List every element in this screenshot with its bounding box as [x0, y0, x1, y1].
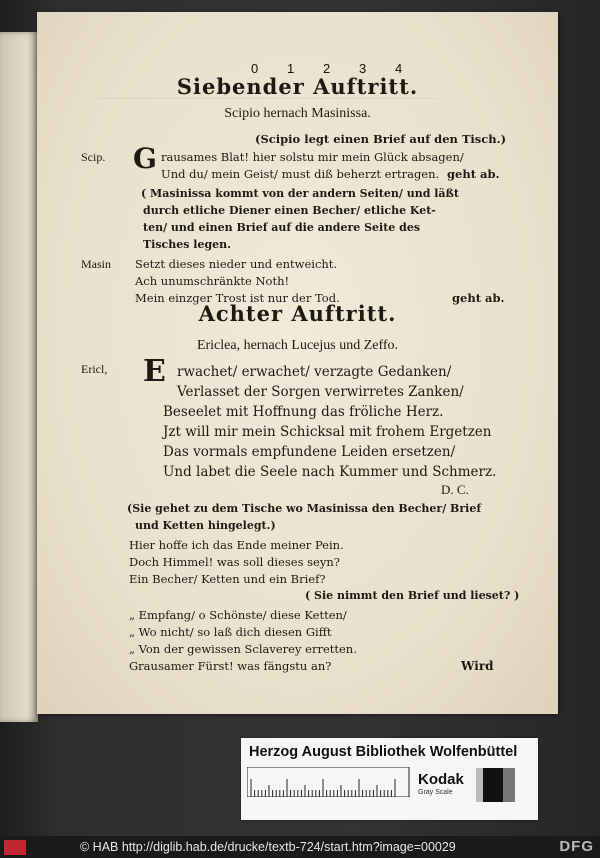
- ericlea-line-1: rwachet/ erwachet/ verzagte Gedanken/: [177, 364, 452, 380]
- dropcap-g: G: [133, 142, 157, 175]
- dropcap-e: E: [143, 354, 166, 389]
- stage-direction-2-line-3: ten/ und einen Brief auf die andere Seite des: [143, 221, 421, 234]
- stage-direction-3-line-1: (Sie gehet zu dem Tische wo Masinissa den Becher/ Brief: [127, 502, 482, 515]
- scene-title-8: Achter Auftritt.: [198, 301, 397, 326]
- ruler-number-4: 4: [395, 61, 403, 76]
- letter-quote-2: „ Wo nicht/ so laß dich diesen Gifft: [129, 625, 332, 639]
- masinissa-line-3: Mein einzger Trost ist nur der Tod.: [135, 291, 340, 305]
- stage-direction-2-line-2: durch etliche Diener einen Becher/ etliche Ket-: [143, 204, 436, 217]
- letter-quote-1: „ Empfang/ o Schönste/ diese Ketten/: [129, 608, 347, 622]
- scene-title-7: Siebender Auftritt.: [176, 74, 419, 99]
- stage-direction-1: (Scipio legt einen Brief auf den Tisch.): [255, 132, 507, 146]
- scene-subtitle-7: Scipio hernach Masinissa.: [224, 106, 371, 121]
- gray-swatch-light: [476, 768, 483, 802]
- dfg-logo: DFG: [559, 838, 594, 855]
- scene-subtitle-8: Ericlea, hernach Lucejus und Zeffo.: [196, 338, 399, 353]
- catchword: Wird: [461, 659, 494, 673]
- ericlea-recit-1: Hier hoffe ich das Ende meiner Pein.: [129, 538, 344, 552]
- ericlea-line-2: Verlasset der Sorgen verwirretes Zanken/: [177, 384, 464, 400]
- ericlea-line-6: Und labet die Seele nach Kummer und Schmerz.: [163, 464, 497, 480]
- masinissa-line-1: Setzt dieses nieder und entweicht.: [135, 257, 338, 271]
- scipio-line-2: Und du/ mein Geist/ must diß beherzt ertragen.: [161, 167, 440, 181]
- kodak-logo-text: Kodak: [418, 771, 464, 788]
- ruler-number-0: 0: [251, 61, 259, 76]
- scipio-exit: geht ab.: [447, 167, 500, 181]
- ruler-scale: [247, 767, 445, 797]
- speaker-ericlea: Ericl,: [81, 362, 108, 376]
- stage-direction-4: ( Sie nimmt den Brief und lieset? ): [305, 589, 520, 602]
- speaker-masinissa: Masin: [81, 257, 111, 271]
- letter-quote-3: „ Von der gewissen Sclaverey erretten.: [129, 642, 357, 656]
- da-capo-mark: D. C.: [441, 482, 469, 497]
- ericlea-recit-2: Doch Himmel! was soll dieses seyn?: [129, 555, 340, 569]
- footer-credit-link[interactable]: © HAB http://diglib.hab.de/drucke/textb-724/start.htm?image=00029: [80, 840, 456, 854]
- ericlea-recit-4: Grausamer Fürst! was fängstu an?: [129, 659, 332, 673]
- ruler-number-2: 2: [323, 61, 331, 76]
- gray-scale-label: Gray Scale: [418, 789, 453, 796]
- speaker-scipio: Scip.: [81, 150, 106, 164]
- ericlea-line-5: Das vormals empfundene Leiden ersetzen/: [163, 444, 456, 460]
- scipio-line-1: rausames Blat! hier solstu mir mein Glück absagen/: [161, 150, 464, 164]
- stage-direction-2-line-1: ( Masinissa kommt von der andern Seiten/ und läßt: [141, 187, 459, 200]
- ruler-number-3: 3: [359, 61, 367, 76]
- library-name: Herzog August Bibliothek Wolfenbüttel: [249, 744, 518, 760]
- book-page: [37, 12, 558, 714]
- masinissa-exit: geht ab.: [452, 291, 505, 305]
- hab-logo-icon: [4, 840, 26, 855]
- facing-page-edge: [0, 32, 38, 722]
- stage-direction-3-line-2: und Ketten hingelegt.): [135, 519, 276, 532]
- masinissa-line-2: Ach unumschränkte Noth!: [135, 274, 290, 288]
- ruler-number-1: 1: [287, 61, 295, 76]
- ericlea-line-4: Jzt will mir mein Schicksal mit frohem Ergetzen: [163, 424, 492, 440]
- gray-swatch-black: [483, 768, 503, 802]
- gray-swatch-mid: [503, 768, 515, 802]
- ericlea-recit-3: Ein Becher/ Ketten und ein Brief?: [129, 572, 326, 586]
- stage-direction-2-line-4: Tisches legen.: [143, 238, 231, 251]
- ericlea-line-3: Beseelet mit Hoffnung das fröliche Herz.: [163, 404, 444, 420]
- reference-card: [241, 738, 538, 820]
